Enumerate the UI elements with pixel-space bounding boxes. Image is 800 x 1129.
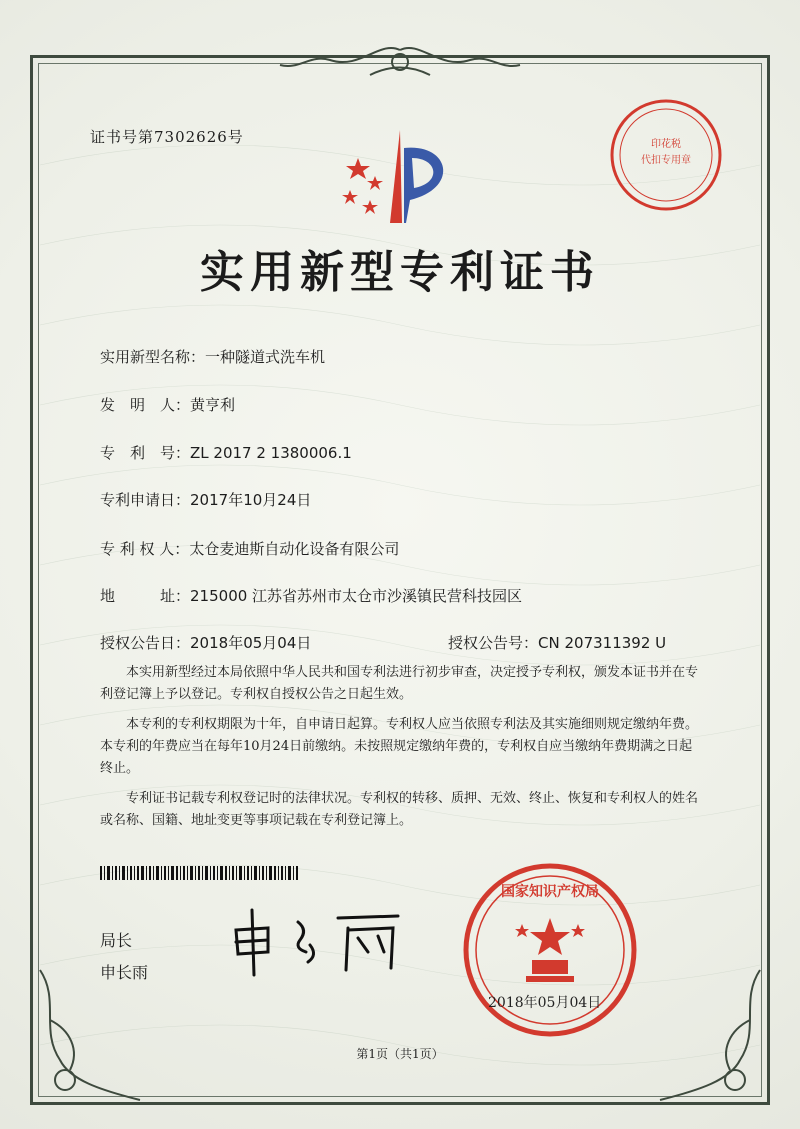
inventor-row <box>100 394 235 415</box>
grant-date-label: 授权公告日： <box>100 634 191 652</box>
stamp-date: 2018年05月04日 <box>488 995 602 1011</box>
inventor-label: 发 明 人： <box>100 396 191 414</box>
svg-text:国家知识产权局: 国家知识产权局 <box>501 884 599 900</box>
paragraph-term: 本专利的专利权期限为十年，自申请日起算。专利权人应当依照专利法及其实施细则规定缴纳年费。本专利的年费应当在每年10月24日前缴纳。未按照规定缴纳年费的，专利权自应当缴纳年费期满之日起终止。 <box>100 717 699 776</box>
signature-image <box>228 900 408 980</box>
bottom-right-ornament-icon <box>650 960 770 1110</box>
grant-date-row <box>100 632 311 653</box>
paragraph-grant: 本实用新型经过本局依照中华人民共和国专利法进行初步审查，决定授予专利权，颁发本证书并在专利登记簿上予以登记。专利权自授权公告之日起生效。 <box>100 665 699 702</box>
grant-number-row <box>448 632 666 653</box>
filing-date-row <box>100 489 311 510</box>
tax-stamp <box>606 95 726 215</box>
barcode <box>100 866 300 880</box>
certificate-number: 证书号第7302626号 <box>90 128 244 146</box>
page-number: 第1页（共1页） <box>356 1047 444 1061</box>
utility-model-name-row <box>100 346 325 367</box>
name-label: 实用新型名称： <box>100 348 206 366</box>
top-ornament-icon <box>270 40 530 90</box>
svg-text:印花税: 印花税 <box>651 139 681 150</box>
inventor-value: 黄亨利 <box>190 396 236 414</box>
address-label: 地 址： <box>100 587 191 605</box>
svg-text:代扣专用章: 代扣专用章 <box>641 155 691 166</box>
patentee-value: 太仓麦迪斯自动化设备有限公司 <box>189 540 400 558</box>
address-row <box>100 585 522 606</box>
patent-office-emblem-icon <box>330 128 470 228</box>
name-value: 一种隧道式洗车机 <box>205 348 326 366</box>
certificate-title: 实用新型专利证书 <box>200 247 600 298</box>
official-name: 申长雨 <box>100 963 149 982</box>
paragraph-legal-status: 专利证书记载专利权登记时的法律状况。专利权的转移、质押、无效、终止、恢复和专利权人的姓名或名称、国籍、地址变更等事项记载在专利登记簿上。 <box>100 791 699 828</box>
filing-date-label: 专利申请日： <box>100 491 191 509</box>
filing-date-value: 2017年10月24日 <box>190 491 312 509</box>
address-value: 215000 江苏省苏州市太仓市沙溪镇民营科技园区 <box>190 587 523 605</box>
patentee-row <box>100 538 399 559</box>
patent-number-label: 专 利 号： <box>100 444 191 462</box>
patentee-label: 专 利 权 人： <box>100 540 190 558</box>
grant-number-value: CN 207311392 U <box>538 634 667 652</box>
official-title: 局长 <box>100 931 133 950</box>
patent-number-row <box>100 442 352 463</box>
grant-number-label: 授权公告号： <box>448 634 539 652</box>
patent-number-value: ZL 2017 2 1380006.1 <box>190 444 352 462</box>
grant-date-value: 2018年05月04日 <box>190 634 312 652</box>
